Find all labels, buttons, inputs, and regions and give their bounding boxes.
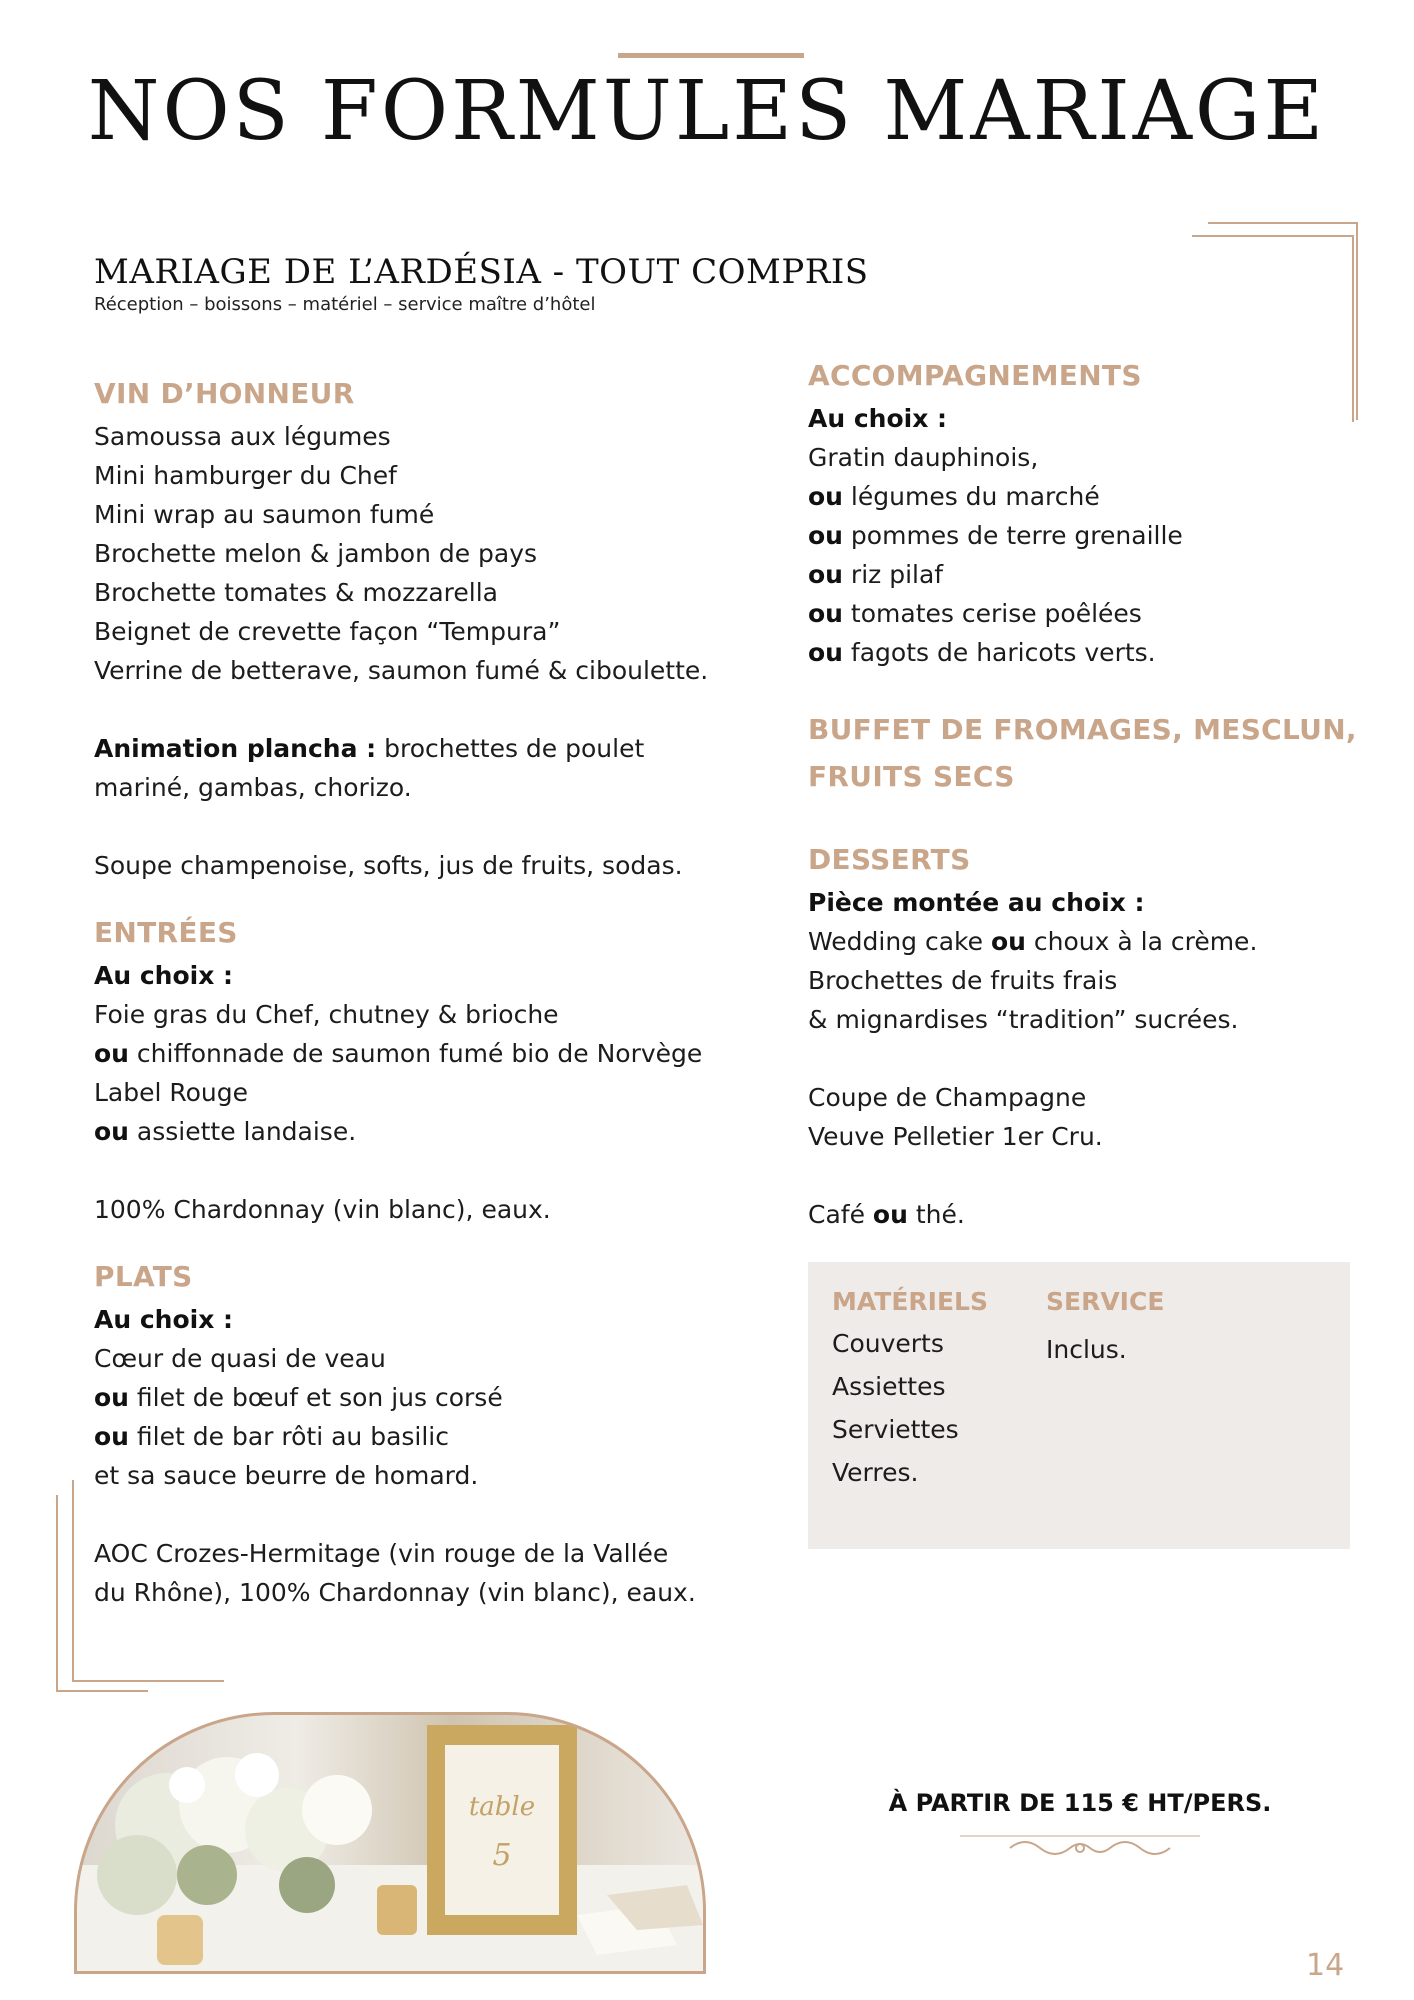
menu-item: [94, 1034, 734, 1073]
menu-item-text: Café: [808, 1200, 873, 1229]
ou-label: ou: [990, 927, 1026, 956]
table-decoration-photo: [74, 1712, 706, 1974]
menu-item: [94, 1112, 734, 1151]
menu-item: [94, 1378, 734, 1417]
ou-label: ou: [94, 1422, 129, 1451]
animation-text-cont: mariné, gambas, chorizo.: [94, 773, 412, 802]
menu-item: Mini hamburger du Chef: [94, 461, 397, 490]
section-heading-accompagnements: ACCOMPAGNEMENTS: [808, 359, 1142, 392]
list-item: Verres.: [832, 1458, 919, 1487]
materiels-column: [832, 1282, 988, 1494]
package-caption: Réception – boissons – matériel – service maître d’hôtel: [94, 294, 596, 315]
card-text-table: table: [468, 1792, 536, 1822]
card-text-number: 5: [492, 1838, 512, 1873]
menu-item: Brochettes de fruits frais: [808, 966, 1118, 995]
choice-label: Au choix :: [808, 404, 948, 433]
menu-item: Brochette melon & jambon de pays: [94, 539, 538, 568]
ou-label: ou: [872, 1200, 908, 1229]
menu-item: et sa sauce beurre de homard.: [94, 1461, 479, 1490]
ou-label: ou: [808, 599, 843, 628]
ou-label: ou: [808, 521, 843, 550]
service-column: [1046, 1282, 1164, 1371]
menu-item: Foie gras du Chef, chutney & brioche: [94, 1000, 559, 1029]
menu-item-text: chiffonnade de saumon fumé bio de Norvège: [128, 1039, 703, 1068]
vin-drinks: Soupe champenoise, softs, jus de fruits, sodas.: [94, 851, 683, 880]
plats-wine: AOC Crozes-Hermitage (vin rouge de la Vallée: [94, 1539, 669, 1568]
section-heading-plats: PLATS: [94, 1260, 193, 1293]
menu-item: [808, 1195, 1368, 1234]
menu-item-text: assiette landaise.: [128, 1117, 357, 1146]
menu-item-text: filet de bœuf et son jus corsé: [128, 1383, 503, 1412]
choice-label: Au choix :: [94, 1305, 234, 1334]
menu-item: Coupe de Champagne: [808, 1083, 1087, 1112]
ou-label: ou: [94, 1039, 129, 1068]
ou-label: ou: [94, 1117, 129, 1146]
menu-item-text: choux à la crème.: [1025, 927, 1258, 956]
menu-item: [808, 516, 1368, 555]
menu-item: Beignet de crevette façon “Tempura”: [94, 617, 561, 646]
menu-item-text: filet de bar rôti au basilic: [128, 1422, 449, 1451]
right-column: [808, 352, 1368, 1234]
menu-item: [808, 922, 1368, 961]
menu-item: Verrine de betterave, saumon fumé & ciboulette.: [94, 656, 709, 685]
left-column: [94, 370, 734, 1612]
animation-label: Animation plancha :: [94, 734, 377, 763]
menu-item-text: riz pilaf: [842, 560, 944, 589]
menu-item: [808, 555, 1368, 594]
package-title: MARIAGE DE L’ARDÉSIA - TOUT COMPRIS: [94, 252, 869, 292]
menu-item-text: fagots de haricots verts.: [842, 638, 1156, 667]
section-heading-buffet: BUFFET DE FROMAGES, MESCLUN,: [808, 713, 1357, 746]
service-text: Inclus.: [1046, 1335, 1127, 1364]
menu-item: Mini wrap au saumon fumé: [94, 500, 435, 529]
section-heading-entrees: ENTRÉES: [94, 916, 238, 949]
price-label: À PARTIR DE 115 € HT/PERS.: [888, 1789, 1272, 1817]
choice-label: Au choix :: [94, 961, 234, 990]
ou-label: ou: [808, 560, 843, 589]
menu-item: [808, 594, 1368, 633]
animation-text: brochettes de poulet: [376, 734, 645, 763]
menu-item: Label Rouge: [94, 1078, 249, 1107]
menu-item: [808, 477, 1368, 516]
section-heading-buffet-cont: FRUITS SECS: [808, 760, 1015, 793]
title-divider: [618, 53, 804, 58]
menu-item: & mignardises “tradition” sucrées.: [808, 1005, 1239, 1034]
piece-montee-label: Pièce montée au choix :: [808, 888, 1145, 917]
flourish-ornament-icon: [960, 1826, 1200, 1866]
list-item: Assiettes: [832, 1372, 946, 1401]
menu-item: Veuve Pelletier 1er Cru.: [808, 1122, 1103, 1151]
menu-item: Cœur de quasi de veau: [94, 1344, 386, 1373]
menu-item-text: légumes du marché: [842, 482, 1100, 511]
page-number: 14: [1306, 1948, 1345, 1983]
menu-item: [808, 633, 1368, 672]
materiels-service-box: [808, 1262, 1350, 1549]
menu-item-text: tomates cerise poêlées: [842, 599, 1142, 628]
animation-line: [94, 729, 734, 768]
list-item: Couverts: [832, 1329, 944, 1358]
list-item: Serviettes: [832, 1415, 959, 1444]
service-heading: SERVICE: [1046, 1287, 1165, 1316]
page-title: NOS FORMULES MARIAGE: [87, 64, 1327, 159]
entrees-wine: 100% Chardonnay (vin blanc), eaux.: [94, 1195, 551, 1224]
menu-item-text: pommes de terre grenaille: [842, 521, 1183, 550]
menu-item-text: Wedding cake: [808, 927, 991, 956]
menu-item: Brochette tomates & mozzarella: [94, 578, 498, 607]
ou-label: ou: [94, 1383, 129, 1412]
photo-illustration: [77, 1715, 703, 1971]
menu-item-text: thé.: [907, 1200, 965, 1229]
plats-wine-cont: du Rhône), 100% Chardonnay (vin blanc), eaux.: [94, 1578, 696, 1607]
menu-item: Gratin dauphinois,: [808, 443, 1039, 472]
ou-label: ou: [808, 482, 843, 511]
menu-item: Samoussa aux légumes: [94, 422, 391, 451]
menu-item: [94, 1417, 734, 1456]
section-heading-vin: VIN D’HONNEUR: [94, 377, 355, 410]
materiels-heading: MATÉRIELS: [832, 1287, 988, 1316]
ou-label: ou: [808, 638, 843, 667]
section-heading-desserts: DESSERTS: [808, 843, 971, 876]
